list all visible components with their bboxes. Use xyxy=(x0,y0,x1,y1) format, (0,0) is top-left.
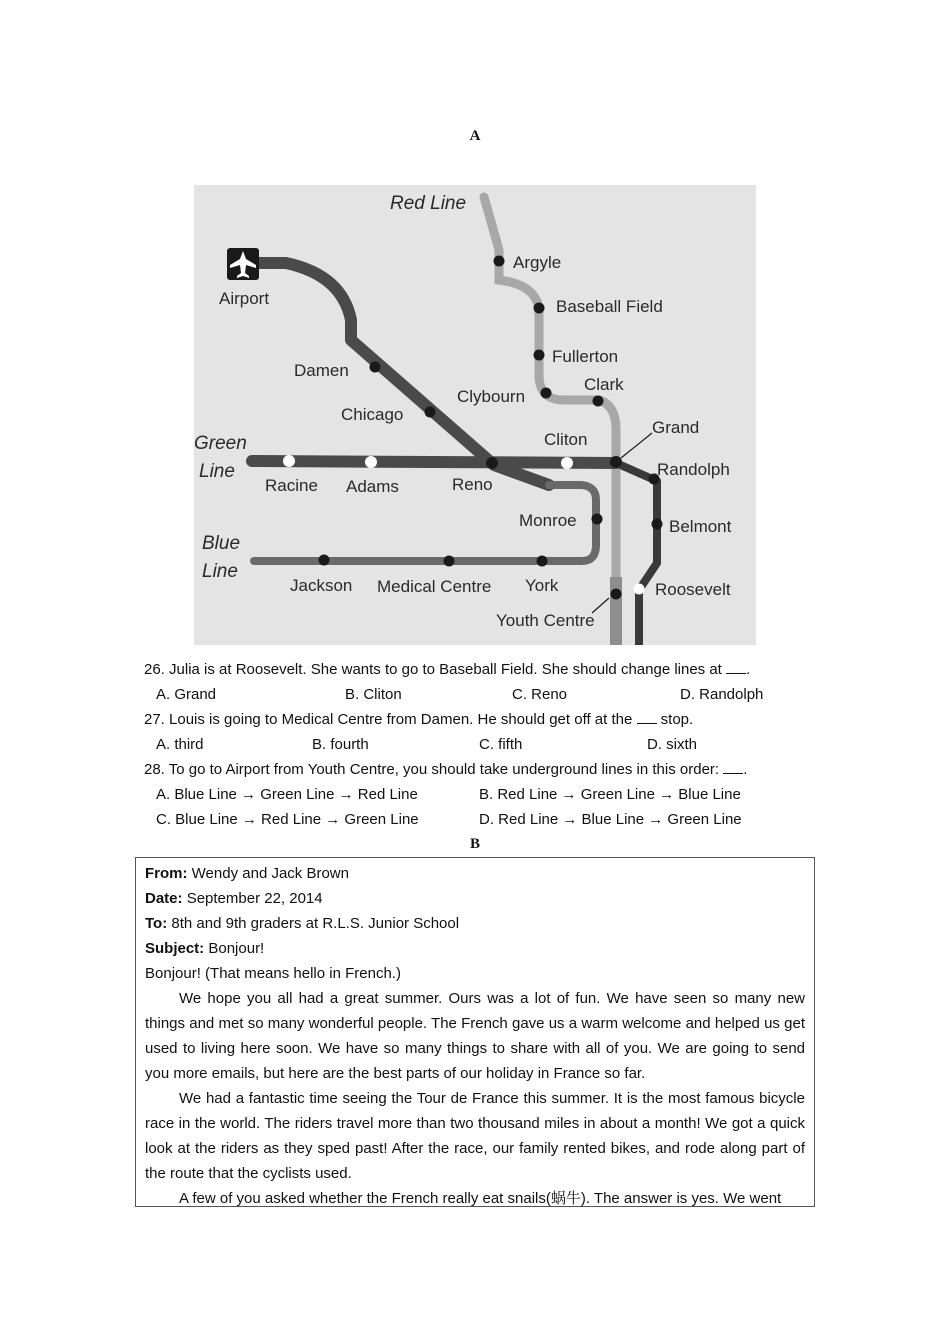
station-dot-belmont xyxy=(652,519,663,530)
station-dot-argyle xyxy=(494,256,505,267)
station-clybourn: Clybourn xyxy=(457,387,526,406)
station-dot-grand xyxy=(610,456,622,468)
blue-line-label-2: Line xyxy=(202,561,238,582)
station-dot-roosevelt xyxy=(634,584,645,595)
green-line-label-2: Line xyxy=(199,461,235,482)
subway-map xyxy=(194,185,756,645)
station-chicago: Chicago xyxy=(341,405,404,424)
option-26-d: D. Randolph xyxy=(680,686,764,703)
option-27-a: A. third xyxy=(156,736,204,753)
section-b-heading: B xyxy=(469,836,480,852)
station-racine: Racine xyxy=(265,476,318,495)
station-reno: Reno xyxy=(452,475,493,494)
answer-blank xyxy=(726,661,746,674)
station-belmont: Belmont xyxy=(669,517,732,536)
station-jackson: Jackson xyxy=(290,576,353,595)
option-28-a: A. Blue Line → Green Line → Red Line xyxy=(156,786,418,803)
station-dot-medical-centre xyxy=(444,556,455,567)
station-clark: Clark xyxy=(584,375,624,394)
station-dot-york xyxy=(537,556,548,567)
green-line-label-1: Green xyxy=(194,433,247,454)
station-york: York xyxy=(525,576,559,595)
letter-greeting: Bonjour! (That means hello in French.) xyxy=(145,965,401,982)
station-medical-centre: Medical Centre xyxy=(377,577,492,596)
answer-blank xyxy=(637,711,657,724)
option-28-d: D. Red Line → Blue Line → Green Line xyxy=(479,811,742,828)
letter-from: From: Wendy and Jack Brown xyxy=(145,865,349,882)
email-letter xyxy=(135,857,815,1207)
red-line-label: Red Line xyxy=(390,193,467,214)
station-dot-youth-centre xyxy=(611,589,622,600)
letter-date: Date: September 22, 2014 xyxy=(145,890,323,907)
station-baseball-field: Baseball Field xyxy=(556,297,663,316)
option-26-c: C. Reno xyxy=(512,686,568,703)
section-a-heading: A xyxy=(469,128,481,144)
letter-paragraph-3: A few of you asked whether the French really eat snails(蜗牛). The answer is yes. We went xyxy=(179,1190,782,1207)
station-fullerton: Fullerton xyxy=(552,347,619,366)
question-28: 28. To go to Airport from Youth Centre, you should take underground lines in this order: . xyxy=(144,761,748,778)
option-27-d: D. sixth xyxy=(647,736,698,753)
letter-subject: Subject: Bonjour! xyxy=(145,940,265,957)
station-dot-reno xyxy=(486,457,498,469)
option-28-b: B. Red Line → Green Line → Blue Line xyxy=(479,786,741,803)
station-randolph: Randolph xyxy=(657,460,730,479)
station-damen: Damen xyxy=(294,361,349,380)
letter-paragraph-2: We had a fantastic time seeing the Tour de France this summer. It is the most famous bicycle race in the world. The riders travel more than two thousand miles in about a month! We got a quick look at the riders as they sped past! After the race, our family rented bikes, and rode along part of the route that the cyclists used. xyxy=(145,1090,805,1182)
letter-to: To: 8th and 9th graders at R.L.S. Junior School xyxy=(145,915,460,932)
option-26-b: B. Cliton xyxy=(345,686,402,703)
station-cliton: Cliton xyxy=(544,430,588,449)
station-dot-clybourn xyxy=(541,388,552,399)
station-monroe: Monroe xyxy=(519,511,577,530)
station-dot-monroe xyxy=(592,514,603,525)
station-dot-adams xyxy=(365,456,377,468)
question-26: 26. Julia is at Roosevelt. She wants to go to Baseball Field. She should change lines at . xyxy=(144,661,751,678)
station-airport: Airport xyxy=(219,289,270,308)
station-roosevelt: Roosevelt xyxy=(655,580,731,599)
station-dot-damen xyxy=(370,362,381,373)
station-dot-cliton xyxy=(561,457,573,469)
station-dot-racine xyxy=(283,455,295,467)
option-27-b: B. fourth xyxy=(312,736,369,753)
blue-line-label-1: Blue xyxy=(202,533,241,554)
option-28-c: C. Blue Line → Red Line → Green Line xyxy=(156,811,419,828)
option-26-a: A. Grand xyxy=(156,686,217,703)
letter-paragraph-1: We hope you all had a great summer. Ours was a lot of fun. We have seen so many new things and met so many wonderful people. The French gave us a warm welcome and helped us get used to living here soon. We have so many things to share with all of you. We are going to send you more emails, but here are the best parts of our holiday in France so far. xyxy=(145,990,805,1082)
station-youth-centre: Youth Centre xyxy=(496,611,595,630)
station-grand: Grand xyxy=(652,418,700,437)
station-adams: Adams xyxy=(346,477,399,496)
station-dot-chicago xyxy=(425,407,436,418)
station-dot-fullerton xyxy=(534,350,545,361)
option-27-c: C. fifth xyxy=(479,736,523,753)
question-27: 27. Louis is going to Medical Centre from Damen. He should get off at the stop. xyxy=(144,711,694,728)
station-dot-jackson xyxy=(319,555,330,566)
station-dot-baseball-field xyxy=(534,303,545,314)
station-dot-clark xyxy=(593,396,604,407)
station-argyle: Argyle xyxy=(513,253,562,272)
answer-blank xyxy=(723,761,743,774)
